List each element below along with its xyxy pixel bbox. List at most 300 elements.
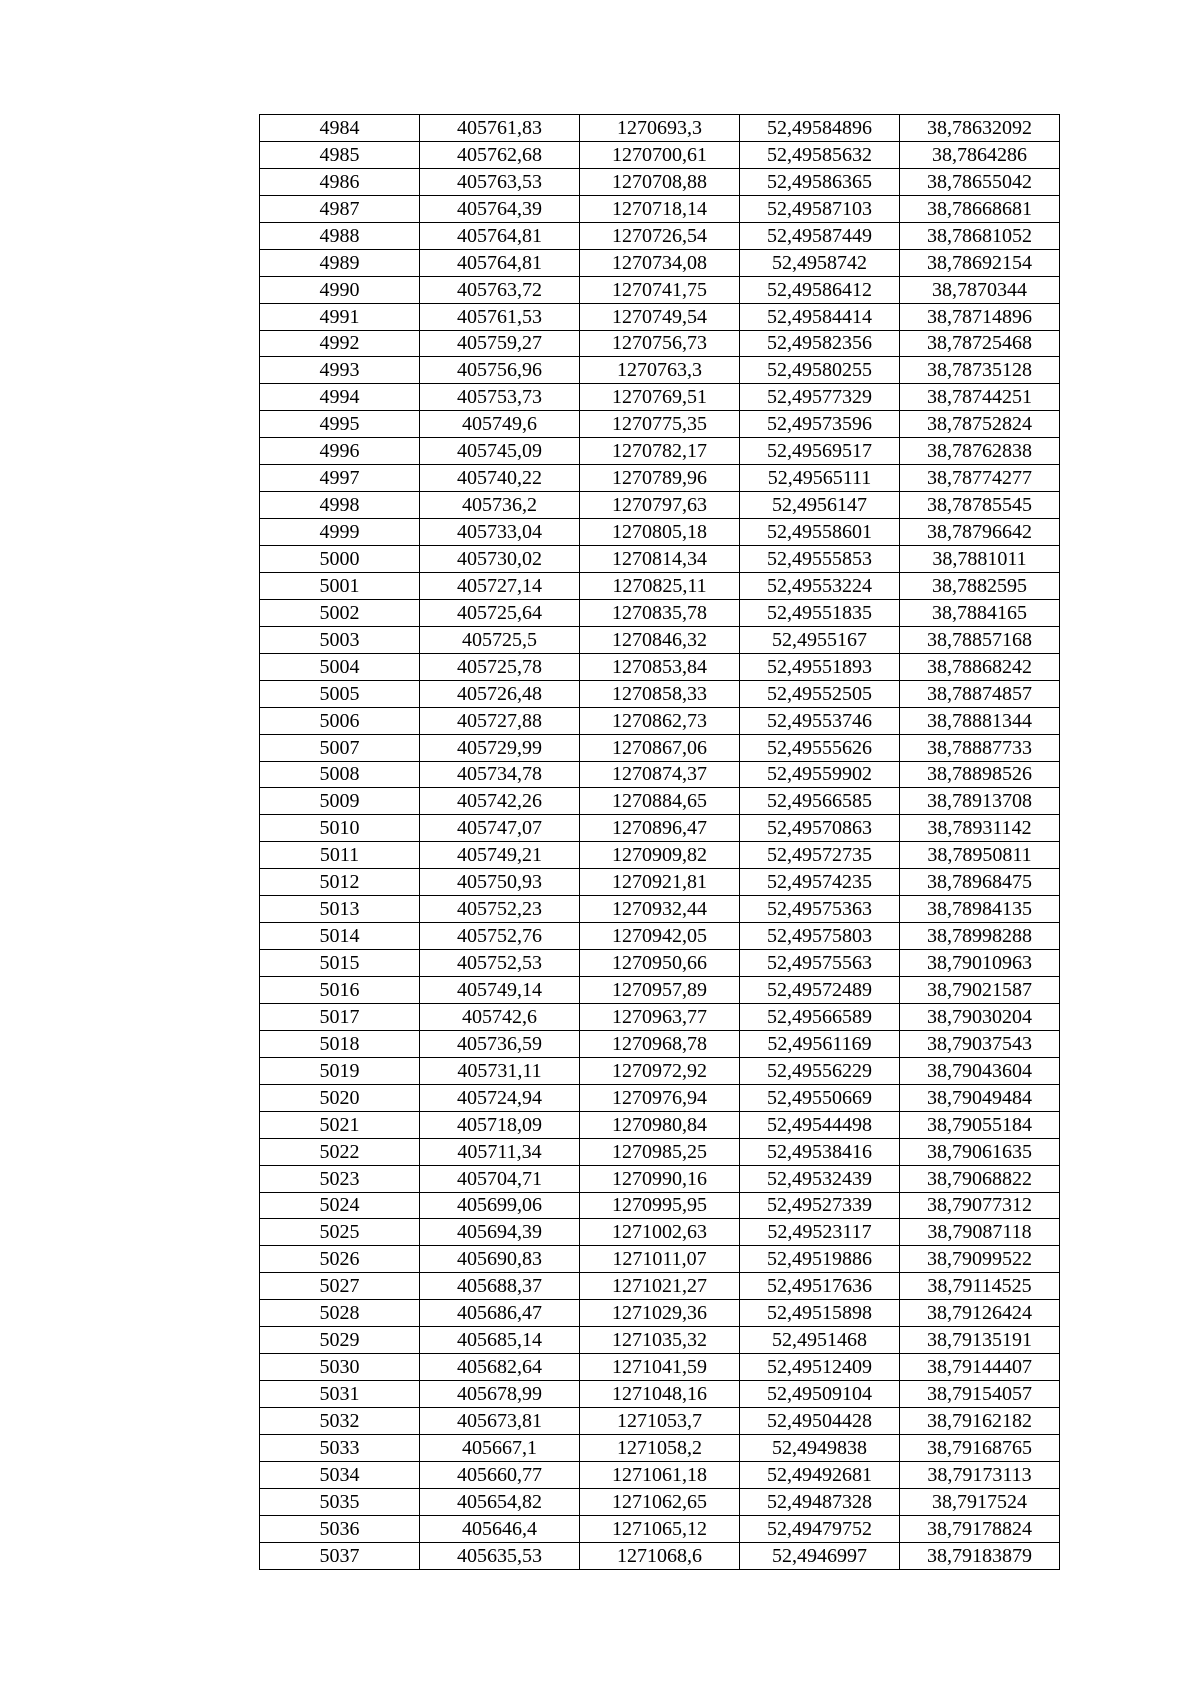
- latitude-cell: 52,49552505: [740, 680, 900, 707]
- latitude-cell: 52,49527339: [740, 1192, 900, 1219]
- point-number-cell: 5020: [260, 1084, 420, 1111]
- x-coordinate-cell: 405742,6: [420, 1003, 580, 1030]
- y-coordinate-cell: 1270867,06: [580, 734, 740, 761]
- x-coordinate-cell: 405646,4: [420, 1515, 580, 1542]
- x-coordinate-cell: 405654,82: [420, 1488, 580, 1515]
- y-coordinate-cell: 1271021,27: [580, 1273, 740, 1300]
- y-coordinate-cell: 1270835,78: [580, 599, 740, 626]
- latitude-cell: 52,49551893: [740, 653, 900, 680]
- table-row: [260, 1515, 1060, 1542]
- latitude-cell: 52,49487328: [740, 1488, 900, 1515]
- table-row: [260, 896, 1060, 923]
- latitude-cell: 52,49566585: [740, 788, 900, 815]
- longitude-cell: 38,7917524: [900, 1488, 1060, 1515]
- longitude-cell: 38,7882595: [900, 572, 1060, 599]
- table-row: [260, 599, 1060, 626]
- y-coordinate-cell: 1270985,25: [580, 1138, 740, 1165]
- x-coordinate-cell: 405759,27: [420, 330, 580, 357]
- latitude-cell: 52,49523117: [740, 1219, 900, 1246]
- latitude-cell: 52,49517636: [740, 1273, 900, 1300]
- x-coordinate-cell: 405762,68: [420, 141, 580, 168]
- x-coordinate-cell: 405727,88: [420, 707, 580, 734]
- y-coordinate-cell: 1270932,44: [580, 896, 740, 923]
- table-row: [260, 1408, 1060, 1435]
- point-number-cell: 4992: [260, 330, 420, 357]
- longitude-cell: 38,78913708: [900, 788, 1060, 815]
- table-row: [260, 1003, 1060, 1030]
- table-row: [260, 384, 1060, 411]
- latitude-cell: 52,49582356: [740, 330, 900, 357]
- table-row: [260, 707, 1060, 734]
- y-coordinate-cell: 1271068,6: [580, 1542, 740, 1569]
- longitude-cell: 38,79049484: [900, 1084, 1060, 1111]
- point-number-cell: 4996: [260, 438, 420, 465]
- coordinates-table-body: [260, 115, 1060, 1570]
- y-coordinate-cell: 1271002,63: [580, 1219, 740, 1246]
- table-row: [260, 842, 1060, 869]
- latitude-cell: 52,49574235: [740, 869, 900, 896]
- y-coordinate-cell: 1270734,08: [580, 249, 740, 276]
- table-row: [260, 923, 1060, 950]
- latitude-cell: 52,49544498: [740, 1111, 900, 1138]
- latitude-cell: 52,49550669: [740, 1084, 900, 1111]
- longitude-cell: 38,79061635: [900, 1138, 1060, 1165]
- y-coordinate-cell: 1270789,96: [580, 465, 740, 492]
- y-coordinate-cell: 1270950,66: [580, 950, 740, 977]
- y-coordinate-cell: 1270990,16: [580, 1165, 740, 1192]
- point-number-cell: 5000: [260, 546, 420, 573]
- y-coordinate-cell: 1270726,54: [580, 222, 740, 249]
- latitude-cell: 52,49559902: [740, 761, 900, 788]
- x-coordinate-cell: 405749,21: [420, 842, 580, 869]
- point-number-cell: 4999: [260, 519, 420, 546]
- point-number-cell: 5018: [260, 1030, 420, 1057]
- longitude-cell: 38,79162182: [900, 1408, 1060, 1435]
- point-number-cell: 5004: [260, 653, 420, 680]
- latitude-cell: 52,49572489: [740, 977, 900, 1004]
- table-row: [260, 492, 1060, 519]
- longitude-cell: 38,78655042: [900, 168, 1060, 195]
- y-coordinate-cell: 1270853,84: [580, 653, 740, 680]
- table-row: [260, 1165, 1060, 1192]
- point-number-cell: 4990: [260, 276, 420, 303]
- point-number-cell: 5036: [260, 1515, 420, 1542]
- longitude-cell: 38,79178824: [900, 1515, 1060, 1542]
- latitude-cell: 52,4949838: [740, 1434, 900, 1461]
- longitude-cell: 38,78796642: [900, 519, 1060, 546]
- x-coordinate-cell: 405725,78: [420, 653, 580, 680]
- table-row: [260, 788, 1060, 815]
- longitude-cell: 38,7881011: [900, 546, 1060, 573]
- x-coordinate-cell: 405726,48: [420, 680, 580, 707]
- table-row: [260, 1434, 1060, 1461]
- x-coordinate-cell: 405678,99: [420, 1381, 580, 1408]
- point-number-cell: 4997: [260, 465, 420, 492]
- y-coordinate-cell: 1270921,81: [580, 869, 740, 896]
- latitude-cell: 52,49555626: [740, 734, 900, 761]
- longitude-cell: 38,79043604: [900, 1057, 1060, 1084]
- x-coordinate-cell: 405736,2: [420, 492, 580, 519]
- y-coordinate-cell: 1270782,17: [580, 438, 740, 465]
- y-coordinate-cell: 1270858,33: [580, 680, 740, 707]
- x-coordinate-cell: 405704,71: [420, 1165, 580, 1192]
- latitude-cell: 52,49575803: [740, 923, 900, 950]
- x-coordinate-cell: 405749,6: [420, 411, 580, 438]
- y-coordinate-cell: 1270980,84: [580, 1111, 740, 1138]
- longitude-cell: 38,78681052: [900, 222, 1060, 249]
- table-row: [260, 626, 1060, 653]
- latitude-cell: 52,49572735: [740, 842, 900, 869]
- y-coordinate-cell: 1270874,37: [580, 761, 740, 788]
- y-coordinate-cell: 1270995,95: [580, 1192, 740, 1219]
- longitude-cell: 38,78632092: [900, 115, 1060, 142]
- y-coordinate-cell: 1270814,34: [580, 546, 740, 573]
- point-number-cell: 5035: [260, 1488, 420, 1515]
- table-row: [260, 141, 1060, 168]
- table-row: [260, 195, 1060, 222]
- x-coordinate-cell: 405763,53: [420, 168, 580, 195]
- latitude-cell: 52,49538416: [740, 1138, 900, 1165]
- latitude-cell: 52,49587449: [740, 222, 900, 249]
- x-coordinate-cell: 405699,06: [420, 1192, 580, 1219]
- point-number-cell: 5001: [260, 572, 420, 599]
- latitude-cell: 52,49565111: [740, 465, 900, 492]
- table-row: [260, 438, 1060, 465]
- table-row: [260, 303, 1060, 330]
- table-row: [260, 357, 1060, 384]
- x-coordinate-cell: 405725,64: [420, 599, 580, 626]
- latitude-cell: 52,49585632: [740, 141, 900, 168]
- table-row: [260, 1246, 1060, 1273]
- x-coordinate-cell: 405752,76: [420, 923, 580, 950]
- y-coordinate-cell: 1270708,88: [580, 168, 740, 195]
- y-coordinate-cell: 1270805,18: [580, 519, 740, 546]
- point-number-cell: 4995: [260, 411, 420, 438]
- y-coordinate-cell: 1270797,63: [580, 492, 740, 519]
- latitude-cell: 52,49479752: [740, 1515, 900, 1542]
- x-coordinate-cell: 405734,78: [420, 761, 580, 788]
- x-coordinate-cell: 405764,39: [420, 195, 580, 222]
- y-coordinate-cell: 1270756,73: [580, 330, 740, 357]
- longitude-cell: 38,78725468: [900, 330, 1060, 357]
- table-row: [260, 1030, 1060, 1057]
- table-row: [260, 653, 1060, 680]
- point-number-cell: 4986: [260, 168, 420, 195]
- y-coordinate-cell: 1270749,54: [580, 303, 740, 330]
- x-coordinate-cell: 405752,23: [420, 896, 580, 923]
- longitude-cell: 38,78887733: [900, 734, 1060, 761]
- table-row: [260, 1381, 1060, 1408]
- y-coordinate-cell: 1270862,73: [580, 707, 740, 734]
- latitude-cell: 52,49584414: [740, 303, 900, 330]
- longitude-cell: 38,79087118: [900, 1219, 1060, 1246]
- y-coordinate-cell: 1270972,92: [580, 1057, 740, 1084]
- latitude-cell: 52,49584896: [740, 115, 900, 142]
- longitude-cell: 38,78950811: [900, 842, 1060, 869]
- table-row: [260, 680, 1060, 707]
- y-coordinate-cell: 1271035,32: [580, 1327, 740, 1354]
- latitude-cell: 52,49551835: [740, 599, 900, 626]
- point-number-cell: 5027: [260, 1273, 420, 1300]
- x-coordinate-cell: 405761,53: [420, 303, 580, 330]
- x-coordinate-cell: 405635,53: [420, 1542, 580, 1569]
- latitude-cell: 52,49580255: [740, 357, 900, 384]
- table-row: [260, 276, 1060, 303]
- table-row: [260, 761, 1060, 788]
- table-row: [260, 1461, 1060, 1488]
- point-number-cell: 5003: [260, 626, 420, 653]
- point-number-cell: 5032: [260, 1408, 420, 1435]
- x-coordinate-cell: 405660,77: [420, 1461, 580, 1488]
- table-row: [260, 1273, 1060, 1300]
- y-coordinate-cell: 1270775,35: [580, 411, 740, 438]
- point-number-cell: 5014: [260, 923, 420, 950]
- latitude-cell: 52,49575563: [740, 950, 900, 977]
- longitude-cell: 38,79173113: [900, 1461, 1060, 1488]
- y-coordinate-cell: 1270769,51: [580, 384, 740, 411]
- table-row: [260, 1219, 1060, 1246]
- x-coordinate-cell: 405733,04: [420, 519, 580, 546]
- x-coordinate-cell: 405694,39: [420, 1219, 580, 1246]
- longitude-cell: 38,78998288: [900, 923, 1060, 950]
- point-number-cell: 5015: [260, 950, 420, 977]
- longitude-cell: 38,78762838: [900, 438, 1060, 465]
- y-coordinate-cell: 1270763,3: [580, 357, 740, 384]
- x-coordinate-cell: 405686,47: [420, 1300, 580, 1327]
- table-row: [260, 546, 1060, 573]
- x-coordinate-cell: 405761,83: [420, 115, 580, 142]
- latitude-cell: 52,49587103: [740, 195, 900, 222]
- latitude-cell: 52,49558601: [740, 519, 900, 546]
- longitude-cell: 38,78898526: [900, 761, 1060, 788]
- latitude-cell: 52,4946997: [740, 1542, 900, 1569]
- latitude-cell: 52,49492681: [740, 1461, 900, 1488]
- latitude-cell: 52,49553224: [740, 572, 900, 599]
- table-row: [260, 815, 1060, 842]
- latitude-cell: 52,49561169: [740, 1030, 900, 1057]
- latitude-cell: 52,49577329: [740, 384, 900, 411]
- x-coordinate-cell: 405729,99: [420, 734, 580, 761]
- longitude-cell: 38,79037543: [900, 1030, 1060, 1057]
- longitude-cell: 38,79021587: [900, 977, 1060, 1004]
- point-number-cell: 5008: [260, 761, 420, 788]
- longitude-cell: 38,7884165: [900, 599, 1060, 626]
- point-number-cell: 5009: [260, 788, 420, 815]
- x-coordinate-cell: 405749,14: [420, 977, 580, 1004]
- longitude-cell: 38,78881344: [900, 707, 1060, 734]
- point-number-cell: 5030: [260, 1354, 420, 1381]
- x-coordinate-cell: 405682,64: [420, 1354, 580, 1381]
- point-number-cell: 5037: [260, 1542, 420, 1569]
- latitude-cell: 52,49569517: [740, 438, 900, 465]
- x-coordinate-cell: 405752,53: [420, 950, 580, 977]
- longitude-cell: 38,78744251: [900, 384, 1060, 411]
- table-row: [260, 1488, 1060, 1515]
- table-row: [260, 1327, 1060, 1354]
- table-row: [260, 734, 1060, 761]
- x-coordinate-cell: 405685,14: [420, 1327, 580, 1354]
- longitude-cell: 38,79114525: [900, 1273, 1060, 1300]
- latitude-cell: 52,49553746: [740, 707, 900, 734]
- coordinates-table: [259, 114, 1060, 1570]
- y-coordinate-cell: 1271058,2: [580, 1434, 740, 1461]
- latitude-cell: 52,49575363: [740, 896, 900, 923]
- point-number-cell: 4984: [260, 115, 420, 142]
- latitude-cell: 52,4955167: [740, 626, 900, 653]
- table-row: [260, 1192, 1060, 1219]
- x-coordinate-cell: 405725,5: [420, 626, 580, 653]
- longitude-cell: 38,79135191: [900, 1327, 1060, 1354]
- latitude-cell: 52,4956147: [740, 492, 900, 519]
- table-row: [260, 465, 1060, 492]
- x-coordinate-cell: 405742,26: [420, 788, 580, 815]
- point-number-cell: 5031: [260, 1381, 420, 1408]
- table-row: [260, 249, 1060, 276]
- table-row: [260, 519, 1060, 546]
- table-row: [260, 1300, 1060, 1327]
- point-number-cell: 5017: [260, 1003, 420, 1030]
- table-row: [260, 977, 1060, 1004]
- point-number-cell: 5019: [260, 1057, 420, 1084]
- latitude-cell: 52,49556229: [740, 1057, 900, 1084]
- longitude-cell: 38,78968475: [900, 869, 1060, 896]
- y-coordinate-cell: 1270976,94: [580, 1084, 740, 1111]
- y-coordinate-cell: 1271053,7: [580, 1408, 740, 1435]
- longitude-cell: 38,79010963: [900, 950, 1060, 977]
- longitude-cell: 38,79183879: [900, 1542, 1060, 1569]
- y-coordinate-cell: 1271065,12: [580, 1515, 740, 1542]
- longitude-cell: 38,78735128: [900, 357, 1060, 384]
- x-coordinate-cell: 405667,1: [420, 1434, 580, 1461]
- longitude-cell: 38,78692154: [900, 249, 1060, 276]
- latitude-cell: 52,49555853: [740, 546, 900, 573]
- point-number-cell: 5033: [260, 1434, 420, 1461]
- point-number-cell: 5007: [260, 734, 420, 761]
- point-number-cell: 4989: [260, 249, 420, 276]
- point-number-cell: 5022: [260, 1138, 420, 1165]
- latitude-cell: 52,49586365: [740, 168, 900, 195]
- latitude-cell: 52,49519886: [740, 1246, 900, 1273]
- latitude-cell: 52,49586412: [740, 276, 900, 303]
- latitude-cell: 52,4958742: [740, 249, 900, 276]
- table-row: [260, 1084, 1060, 1111]
- point-number-cell: 5016: [260, 977, 420, 1004]
- y-coordinate-cell: 1270741,75: [580, 276, 740, 303]
- x-coordinate-cell: 405756,96: [420, 357, 580, 384]
- point-number-cell: 5024: [260, 1192, 420, 1219]
- y-coordinate-cell: 1270963,77: [580, 1003, 740, 1030]
- x-coordinate-cell: 405727,14: [420, 572, 580, 599]
- x-coordinate-cell: 405764,81: [420, 249, 580, 276]
- point-number-cell: 5023: [260, 1165, 420, 1192]
- table-row: [260, 115, 1060, 142]
- point-number-cell: 4993: [260, 357, 420, 384]
- y-coordinate-cell: 1271029,36: [580, 1300, 740, 1327]
- y-coordinate-cell: 1270846,32: [580, 626, 740, 653]
- latitude-cell: 52,4951468: [740, 1327, 900, 1354]
- table-row: [260, 1542, 1060, 1569]
- table-row: [260, 950, 1060, 977]
- x-coordinate-cell: 405711,34: [420, 1138, 580, 1165]
- y-coordinate-cell: 1270896,47: [580, 815, 740, 842]
- table-row: [260, 1138, 1060, 1165]
- y-coordinate-cell: 1270942,05: [580, 923, 740, 950]
- point-number-cell: 5013: [260, 896, 420, 923]
- point-number-cell: 5025: [260, 1219, 420, 1246]
- x-coordinate-cell: 405731,11: [420, 1057, 580, 1084]
- longitude-cell: 38,79168765: [900, 1434, 1060, 1461]
- y-coordinate-cell: 1270957,89: [580, 977, 740, 1004]
- table-row: [260, 222, 1060, 249]
- longitude-cell: 38,79068822: [900, 1165, 1060, 1192]
- point-number-cell: 4991: [260, 303, 420, 330]
- table-row: [260, 1057, 1060, 1084]
- y-coordinate-cell: 1270718,14: [580, 195, 740, 222]
- point-number-cell: 5005: [260, 680, 420, 707]
- longitude-cell: 38,78874857: [900, 680, 1060, 707]
- point-number-cell: 4998: [260, 492, 420, 519]
- y-coordinate-cell: 1271041,59: [580, 1354, 740, 1381]
- table-row: [260, 411, 1060, 438]
- table-row: [260, 330, 1060, 357]
- longitude-cell: 38,78752824: [900, 411, 1060, 438]
- x-coordinate-cell: 405673,81: [420, 1408, 580, 1435]
- table-row: [260, 1354, 1060, 1381]
- y-coordinate-cell: 1270909,82: [580, 842, 740, 869]
- point-number-cell: 4987: [260, 195, 420, 222]
- longitude-cell: 38,79055184: [900, 1111, 1060, 1138]
- y-coordinate-cell: 1271062,65: [580, 1488, 740, 1515]
- y-coordinate-cell: 1270700,61: [580, 141, 740, 168]
- longitude-cell: 38,79144407: [900, 1354, 1060, 1381]
- y-coordinate-cell: 1270825,11: [580, 572, 740, 599]
- longitude-cell: 38,78857168: [900, 626, 1060, 653]
- point-number-cell: 4985: [260, 141, 420, 168]
- x-coordinate-cell: 405730,02: [420, 546, 580, 573]
- table-row: [260, 869, 1060, 896]
- longitude-cell: 38,79077312: [900, 1192, 1060, 1219]
- point-number-cell: 5029: [260, 1327, 420, 1354]
- point-number-cell: 5011: [260, 842, 420, 869]
- longitude-cell: 38,79126424: [900, 1300, 1060, 1327]
- x-coordinate-cell: 405753,73: [420, 384, 580, 411]
- table-row: [260, 572, 1060, 599]
- longitude-cell: 38,7864286: [900, 141, 1060, 168]
- longitude-cell: 38,78984135: [900, 896, 1060, 923]
- x-coordinate-cell: 405736,59: [420, 1030, 580, 1057]
- x-coordinate-cell: 405745,09: [420, 438, 580, 465]
- x-coordinate-cell: 405690,83: [420, 1246, 580, 1273]
- table-row: [260, 168, 1060, 195]
- latitude-cell: 52,49573596: [740, 411, 900, 438]
- point-number-cell: 5028: [260, 1300, 420, 1327]
- latitude-cell: 52,49570863: [740, 815, 900, 842]
- point-number-cell: 4994: [260, 384, 420, 411]
- point-number-cell: 5010: [260, 815, 420, 842]
- longitude-cell: 38,79030204: [900, 1003, 1060, 1030]
- x-coordinate-cell: 405688,37: [420, 1273, 580, 1300]
- longitude-cell: 38,78668681: [900, 195, 1060, 222]
- longitude-cell: 38,78774277: [900, 465, 1060, 492]
- x-coordinate-cell: 405740,22: [420, 465, 580, 492]
- table-row: [260, 1111, 1060, 1138]
- point-number-cell: 5002: [260, 599, 420, 626]
- latitude-cell: 52,49532439: [740, 1165, 900, 1192]
- point-number-cell: 5026: [260, 1246, 420, 1273]
- y-coordinate-cell: 1270968,78: [580, 1030, 740, 1057]
- longitude-cell: 38,78868242: [900, 653, 1060, 680]
- y-coordinate-cell: 1270884,65: [580, 788, 740, 815]
